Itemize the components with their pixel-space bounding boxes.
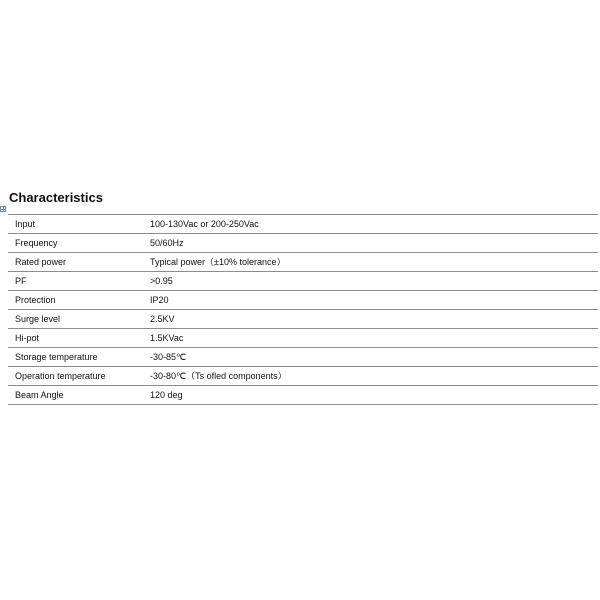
table-row: [8, 272, 598, 291]
param-label: Frequency: [8, 234, 143, 253]
table-row: [8, 329, 598, 348]
characteristics-table: [8, 214, 598, 405]
param-label: PF: [8, 272, 143, 291]
param-label: Hi-pot: [8, 329, 143, 348]
table-row: [8, 310, 598, 329]
table-row: [8, 348, 598, 367]
param-value: 2.5KV: [143, 310, 598, 329]
table-move-handle-icon[interactable]: [0, 206, 6, 212]
table-row: [8, 234, 598, 253]
param-value: >0.95: [143, 272, 598, 291]
table-row: [8, 215, 598, 234]
param-label: Operation temperature: [8, 367, 143, 386]
param-value: 50/60Hz: [143, 234, 598, 253]
param-value: IP20: [143, 291, 598, 310]
param-value: 120 deg: [143, 386, 598, 405]
param-value: 1.5KVac: [143, 329, 598, 348]
param-value: -30-85℃: [143, 348, 598, 367]
param-label: Input: [8, 215, 143, 234]
param-value: Typical power（±10% tolerance）: [143, 253, 598, 272]
param-label: Beam Angle: [8, 386, 143, 405]
table-row: [8, 386, 598, 405]
section-title: Characteristics: [9, 190, 103, 205]
param-value: -30-80℃（Ts ofled components）: [143, 367, 598, 386]
param-label: Storage temperature: [8, 348, 143, 367]
param-label: Rated power: [8, 253, 143, 272]
param-label: Protection: [8, 291, 143, 310]
param-value: 100-130Vac or 200-250Vac: [143, 215, 598, 234]
table-row: [8, 253, 598, 272]
table-row: [8, 291, 598, 310]
table-row: [8, 367, 598, 386]
param-label: Surge level: [8, 310, 143, 329]
